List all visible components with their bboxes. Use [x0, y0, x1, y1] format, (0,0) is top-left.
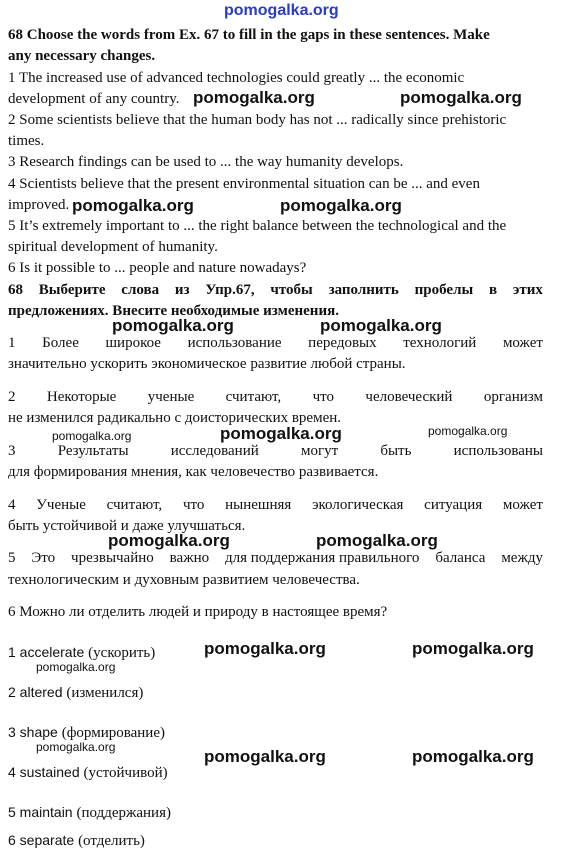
ru-sentence-3b: для формирования мнения, как человечество развивается.: [8, 464, 379, 480]
ru-sentence-6: 6 Можно ли отделить людей и природу в настоящее время?: [8, 604, 388, 620]
watermark: pomogalka.org: [193, 88, 315, 107]
en-sentence-1b: development of any country.: [8, 91, 180, 107]
watermark: pomogalka.org: [220, 424, 342, 443]
en-sentence-5a: 5 It’s extremely important to ... the right balance between the technological and the: [8, 218, 507, 234]
en-sentence-2b: times.: [8, 133, 45, 149]
en-sentence-1a: 1 The increased use of advanced technologies could greatly ... the economic: [8, 70, 465, 86]
en-sentence-4b: improved.: [8, 197, 70, 213]
ru-sentence-1a: 1 Более широкое использование передовых технологий может: [8, 335, 543, 351]
en-sentence-6: 6 Is it possible to ... people and nature nowadays?: [8, 260, 307, 276]
watermark: pomogalka.org: [108, 531, 230, 550]
watermark: pomogalka.org: [72, 196, 194, 215]
en-sentence-2a: 2 Some scientists believe that the human body has not ... radically since prehistoric: [8, 112, 507, 128]
exercise-title-en-line1: 68 Choose the words from Ex. 67 to fill in the gaps in these sentences. Make: [8, 27, 490, 43]
header-watermark: pomogalka.org: [224, 2, 339, 19]
ru-sentence-4a: 4 Ученые считают, что нынешняя экологическая ситуация может: [8, 497, 543, 513]
watermark: pomogalka.org: [204, 747, 326, 766]
watermark: pomogalka.org: [320, 316, 442, 335]
watermark-small: pomogalka.org: [36, 740, 116, 754]
watermark: pomogalka.org: [400, 88, 522, 107]
answer-6: 6 separate (отделить): [8, 832, 145, 849]
watermark: pomogalka.org: [316, 531, 438, 550]
watermark: pomogalka.org: [204, 639, 326, 658]
ru-sentence-1b: значительно ускорить экономическое развитие любой страны.: [8, 356, 406, 372]
ru-sentence-4b: быть устойчивой и даже улучшаться.: [8, 518, 246, 534]
en-sentence-5b: spiritual development of humanity.: [8, 239, 218, 255]
answer-1: 1 accelerate (ускорить): [8, 644, 156, 661]
answer-2: 2 altered (изменился): [8, 684, 144, 701]
en-sentence-4a: 4 Scientists believe that the present environmental situation can be ... and even: [8, 176, 480, 192]
en-sentence-3: 3 Research findings can be used to ... the way humanity develops.: [8, 154, 404, 170]
exercise-title-ru-line2: предложениях. Внесите необходимые изменения.: [8, 303, 339, 319]
watermark-small: pomogalka.org: [428, 424, 508, 438]
watermark: pomogalka.org: [112, 316, 234, 335]
answer-5: 5 maintain (поддержания): [8, 804, 171, 821]
ru-sentence-5b: технологическим и духовным развитием человечества.: [8, 572, 360, 588]
ru-sentence-5a: 5 Это чрезвычайно важно для поддержания правильного баланса между: [8, 550, 543, 566]
watermark-small: pomogalka.org: [36, 660, 116, 674]
ru-sentence-2b: не изменился радикально с доисторических времен.: [8, 410, 342, 426]
exercise-title-ru-line1: 68 Выберите слова из Упр.67, чтобы заполнить пробелы в этих: [8, 282, 543, 298]
watermark-small: pomogalka.org: [52, 429, 132, 443]
watermark: pomogalka.org: [280, 196, 402, 215]
answer-4: 4 sustained (устойчивой): [8, 764, 168, 781]
watermark: pomogalka.org: [412, 747, 534, 766]
answer-3: 3 shape (формирование): [8, 724, 165, 741]
ru-sentence-3a: 3 Результаты исследований могут быть использованы: [8, 443, 543, 459]
watermark: pomogalka.org: [412, 639, 534, 658]
ru-sentence-2a: 2 Некоторые ученые считают, что человеческий организм: [8, 389, 543, 405]
exercise-title-en-line2: any necessary changes.: [8, 48, 156, 64]
